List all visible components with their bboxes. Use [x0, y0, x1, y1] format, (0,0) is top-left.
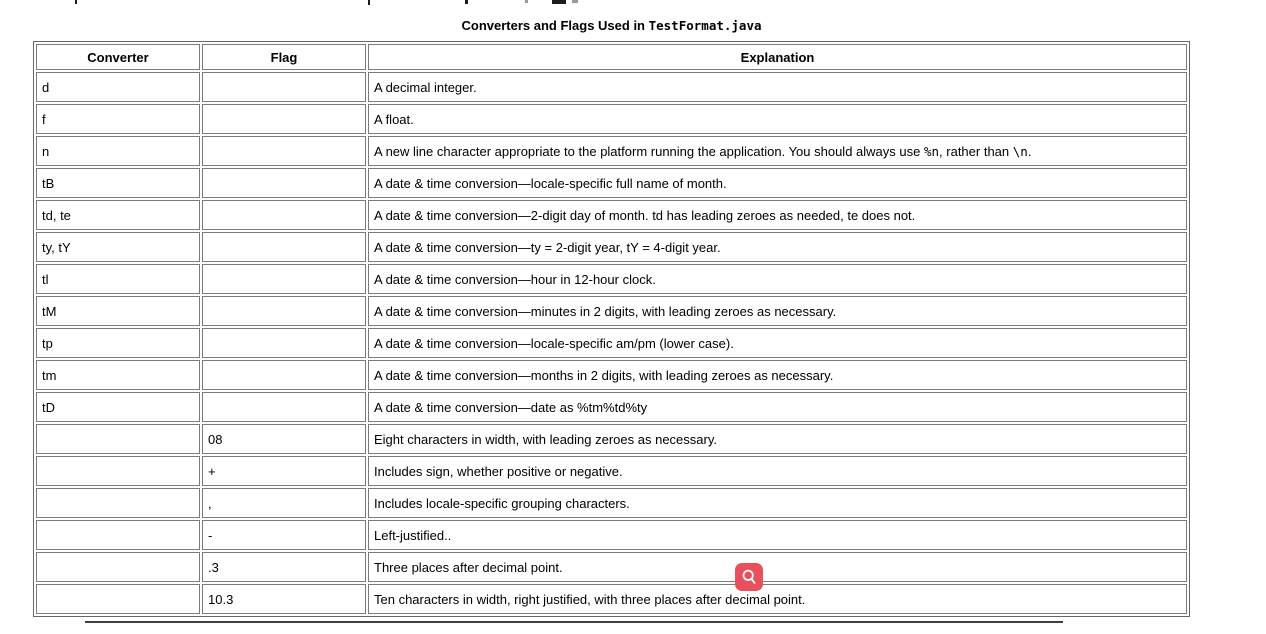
- explanation-cell: [368, 136, 1187, 166]
- clipped-text-fragment: [572, 0, 578, 3]
- table-row: [36, 104, 1187, 134]
- text-run: .: [1027, 143, 1032, 159]
- converter-cell: tp: [36, 328, 200, 358]
- table-row: [36, 488, 1187, 518]
- table-row: [36, 360, 1187, 390]
- converter-cell: tm: [36, 360, 200, 390]
- flag-cell: [202, 168, 366, 198]
- clipped-text-fragment: [525, 0, 528, 3]
- magnifier-icon: [739, 567, 759, 587]
- table-title: [33, 18, 1190, 33]
- table-row: [36, 136, 1187, 166]
- converter-cell: [36, 552, 200, 582]
- converter-cell: f: [36, 104, 200, 134]
- explanation-cell: Includes sign, whether positive or negative.: [368, 456, 1187, 486]
- flag-cell: 10.3: [202, 584, 366, 614]
- table-row: [36, 232, 1187, 262]
- converter-cell: n: [36, 136, 200, 166]
- converter-cell: [36, 520, 200, 550]
- explanation-cell: A date & time conversion—hour in 12-hour clock.: [368, 264, 1187, 294]
- converter-cell: [36, 456, 200, 486]
- clipped-text-fragment: [465, 0, 468, 4]
- converter-cell: tB: [36, 168, 200, 198]
- table-row: [36, 520, 1187, 550]
- converters-table: [33, 41, 1190, 617]
- flag-cell: [202, 136, 366, 166]
- clipped-element-border: [85, 621, 1063, 623]
- explanation-cell: A date & time conversion—date as %tm%td%ty: [368, 392, 1187, 422]
- flag-cell: [202, 328, 366, 358]
- explanation-cell: A date & time conversion—locale-specific am/pm (lower case).: [368, 328, 1187, 358]
- table-header: [36, 44, 1187, 70]
- code-text: %n: [923, 143, 940, 159]
- table-row: [36, 424, 1187, 454]
- converter-cell: ty, tY: [36, 232, 200, 262]
- explanation-cell: A decimal integer.: [368, 72, 1187, 102]
- flag-cell: [202, 200, 366, 230]
- explanation-cell: Eight characters in width, with leading zeroes as necessary.: [368, 424, 1187, 454]
- explanation-cell: A date & time conversion—months in 2 digits, with leading zeroes as necessary.: [368, 360, 1187, 390]
- flag-cell: [202, 392, 366, 422]
- flag-cell: -: [202, 520, 366, 550]
- flag-cell: [202, 296, 366, 326]
- text-run: , rather than: [939, 143, 1013, 159]
- flag-cell: 08: [202, 424, 366, 454]
- converter-cell: d: [36, 72, 200, 102]
- text-run: Converters and Flags Used in: [461, 18, 649, 33]
- table-row: [36, 392, 1187, 422]
- converter-cell: [36, 424, 200, 454]
- converter-cell: tl: [36, 264, 200, 294]
- table-row: [36, 264, 1187, 294]
- clipped-text-fragment: [75, 0, 77, 4]
- clipped-text-fragment: [552, 0, 566, 4]
- table-row: [36, 552, 1187, 582]
- table-row: [36, 72, 1187, 102]
- converter-cell: tD: [36, 392, 200, 422]
- flag-cell: [202, 104, 366, 134]
- flag-cell: +: [202, 456, 366, 486]
- flag-cell: .3: [202, 552, 366, 582]
- column-header-flag: Flag: [202, 44, 366, 70]
- converter-cell: tM: [36, 296, 200, 326]
- table-body: [36, 72, 1187, 614]
- converter-cell: [36, 584, 200, 614]
- explanation-cell: A float.: [368, 104, 1187, 134]
- table-row: [36, 168, 1187, 198]
- flag-cell: [202, 232, 366, 262]
- explanation-cell: Ten characters in width, right justified, with three places after decimal point.: [368, 584, 1187, 614]
- explanation-cell: A date & time conversion—ty = 2-digit year, tY = 4-digit year.: [368, 232, 1187, 262]
- converter-cell: [36, 488, 200, 518]
- code-text: TestFormat.java: [648, 18, 762, 33]
- explanation-cell: A date & time conversion—locale-specific full name of month.: [368, 168, 1187, 198]
- explanation-cell: Three places after decimal point.: [368, 552, 1187, 582]
- converter-cell: td, te: [36, 200, 200, 230]
- click-indicator: [735, 563, 763, 591]
- flag-cell: [202, 264, 366, 294]
- column-header-explanation: Explanation: [368, 44, 1187, 70]
- flag-cell: [202, 72, 366, 102]
- clipped-text-fragment: [368, 0, 370, 5]
- code-text: \n: [1012, 143, 1028, 159]
- table-row: [36, 296, 1187, 326]
- flag-cell: [202, 360, 366, 390]
- table-row: [36, 200, 1187, 230]
- table-row: [36, 584, 1187, 614]
- table-row: [36, 456, 1187, 486]
- column-header-converter: Converter: [36, 44, 200, 70]
- explanation-cell: A date & time conversion—minutes in 2 digits, with leading zeroes as necessary.: [368, 296, 1187, 326]
- text-run: A new line character appropriate to the platform running the application. You should always use: [374, 143, 924, 159]
- table-row: [36, 328, 1187, 358]
- explanation-cell: A date & time conversion—2-digit day of month. td has leading zeroes as needed, te does not.: [368, 200, 1187, 230]
- flag-cell: ,: [202, 488, 366, 518]
- explanation-cell: Includes locale-specific grouping characters.: [368, 488, 1187, 518]
- explanation-cell: Left-justified..: [368, 520, 1187, 550]
